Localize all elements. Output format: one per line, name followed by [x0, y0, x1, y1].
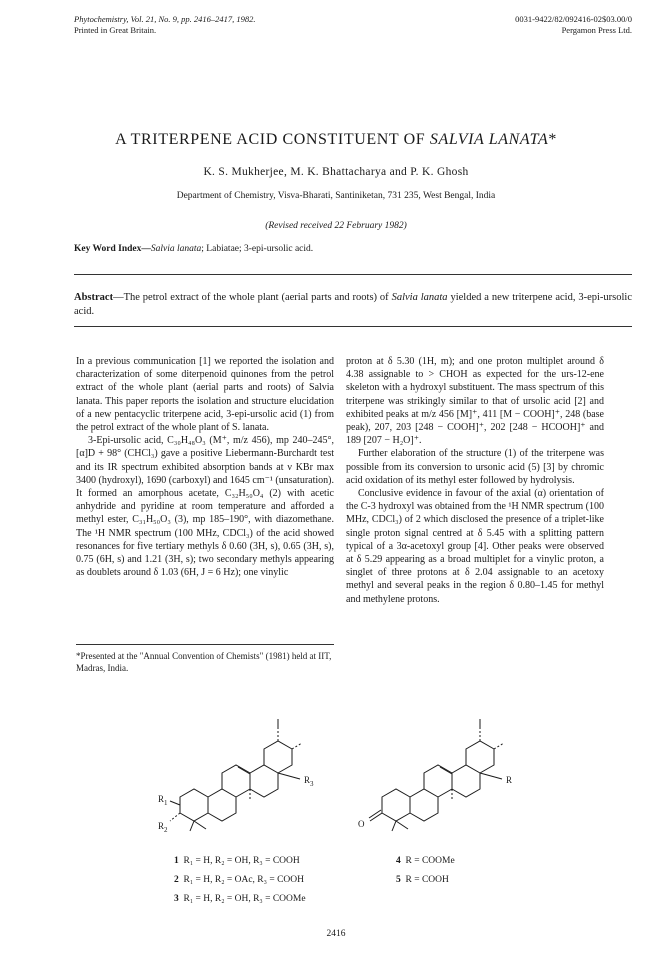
r2-label: $R_2$ [158, 821, 168, 834]
abstract [74, 291, 632, 319]
right-paragraph-2: Further elaboration of the structure (1) of the triterpene was possible from its conversion to ursonic acid (5) [3] by chromic acid oxidation of its methyl ester followed by hydrolysis. [346, 448, 604, 486]
title-footnote-mark: * [548, 131, 557, 148]
compound-5: 5 R = COOH [396, 875, 449, 885]
key-word-index [74, 244, 313, 254]
footnote: *Presented at the "Annual Convention of Chemists" (1981) held at IIT, Madras, India. [76, 651, 332, 673]
compound-2: 2 R₁ = H, R₂ = OAc, R₃ = COOH [174, 875, 304, 885]
keywords-rest: ; Labiatae; 3-epi-ursolic acid. [201, 244, 314, 254]
printed-in: Printed in Great Britain. [74, 24, 157, 35]
ketone-o-label: O [358, 819, 365, 829]
compound-4: 4 R = COOMe [396, 856, 455, 866]
revised-date: (Revised received 22 February 1982) [265, 221, 407, 231]
compound-legend-left [174, 856, 394, 916]
r3-label: $R_3$ [304, 775, 314, 788]
compound-3: 3 R₁ = H, R₂ = OH, R₃ = COOMe [174, 894, 306, 904]
keywords-species: Salvia lanata [150, 244, 202, 254]
abstract-bottom-rule [74, 326, 632, 327]
footnote-rule [76, 644, 334, 645]
publisher-header [515, 14, 632, 35]
left-column [76, 355, 334, 579]
publisher-name: Pergamon Press Ltd. [561, 24, 632, 35]
authors: K. S. Mukherjee, M. K. Bhattacharya and P. K. Ghosh [203, 166, 469, 178]
r1-label: $R_1$ [158, 794, 168, 807]
paper-title [0, 131, 672, 149]
journal-citation: Phytochemistry, Vol. 21, No. 9, pp. 2416–2417, 1982. [74, 14, 256, 24]
page-number: 2416 [326, 929, 346, 939]
affiliation: Department of Chemistry, Visva-Bharati, Santiniketan, 731 235, West Bengal, India [176, 191, 496, 201]
r-label: R [506, 775, 513, 785]
abstract-label: Abstract [74, 292, 114, 303]
triterpene-structure-left [150, 705, 330, 845]
right-paragraph-3: Conclusive evidence in favour of the axial (α) orientation of the C-3 hydroxyl was obtained from the ¹H NMR spectrum (100 MHz, CDCl₃) of 2 which disclosed the presence of a triplet-like single proton signal centred at δ 5.45 with a splitting pattern typical of a 3α-acetoxyl group [4]. Other peaks were observed at δ 5.29 appearing as a broad multiplet for a vinylic proton, a singlet of three protons at δ 2.04 assignable to an acetoxy methyl and several peaks in the region δ 0.80–1.45 for methyl and methylene protons. [346, 488, 604, 605]
title-species: SALVIA LANATA [429, 131, 549, 148]
left-paragraph-1: In a previous communication [1] we reported the isolation and characterization of some diterpenoid quinones from the petrol extract of the whole plant (aerial parts and roots) of Salvia lanata. This paper reports the isolation and structure elucidation of a new pentacyclic triterpene acid, 3-epi-ursolic acid (1) from the petrol extract of the whole plant of S. lanata. [76, 356, 334, 434]
compound-legend-right [396, 856, 556, 896]
issn-code: 0031-9422/82/092416-02$03.00/0 [515, 14, 632, 24]
abstract-text-2: yielded a new triterpene acid, 3-epi-ursolic acid. [74, 292, 632, 317]
abstract-text-1: —The petrol extract of the whole plant (aerial parts and roots) of [113, 292, 392, 303]
right-column [346, 355, 604, 606]
right-paragraph-1: proton at δ 5.30 (1H, m); and one proton multiplet around δ 4.38 assignable to > CHOH as expected for the urs-12-ene skeleton with a hydroxyl substituent. The mass spectrum of this triterpene was strikingly similar to that of ursolic acid [2] and exhibited peaks at m/z 456 [M]⁺, 411 [M − COOH]⁺, 248 (base peak), 207, 203 [248 − COOH]⁺, 202 [248 − HCOOH]⁺ and 189 [207 − H₂O]⁺. [346, 356, 604, 447]
abstract-species: Salvia lanata [391, 292, 448, 303]
left-paragraph-2: 3-Epi-ursolic acid, C₃₀H₄₈O₃ (M⁺, m/z 456), mp 240–245°, [α]D + 98° (CHCl₃) gave a positive Liebermann-Burchardt test and its IR spectrum exhibited absorption bands at ν KBr max 3400 (hydroxyl), 1690 (carboxyl) and 1645 cm⁻¹ (unsaturation). It formed an amorphous acetate, C₃₂H₅₀O₄ (2) with acetic anhydride and pyridine at room temperature and afforded a methyl ester, C₃₁H₅₀O₃ (3), mp 185–190°, with diazomethane. The ¹H NMR spectrum (100 MHz, CDCl₃) of the acid showed resonances for five tertiary methyls δ 0.60 (3H, s), 0.65 (3H, s), 0.75 (6H, s) and 1.21 (3H, s); two secondary methyls appearing as doublets around δ 1.03 (6H, J = 6 Hz); one vinylic [76, 435, 334, 579]
triterpene-structure-right [352, 705, 532, 845]
abstract-top-rule [74, 274, 632, 275]
keywords-label: Key Word Index— [74, 244, 151, 254]
compound-1: 1 R₁ = H, R₂ = OH, R₃ = COOH [174, 856, 300, 866]
journal-header [74, 14, 256, 35]
title-main: A TRITERPENE ACID CONSTITUENT OF [115, 131, 430, 148]
